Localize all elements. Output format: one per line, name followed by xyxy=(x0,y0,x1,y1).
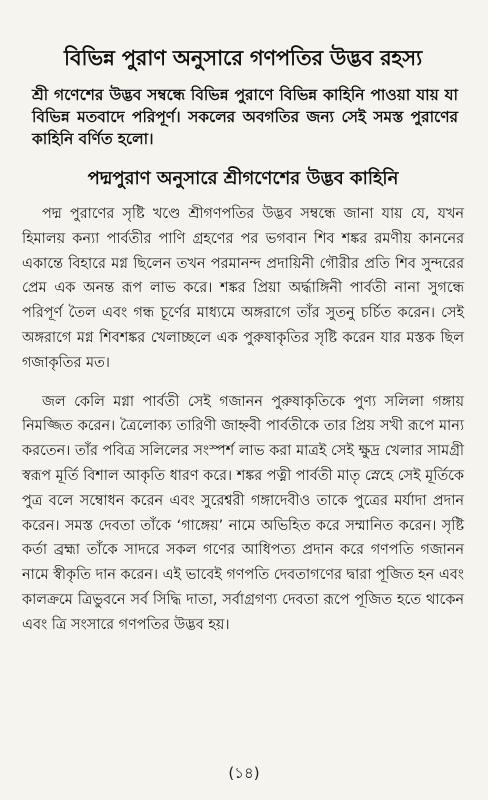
page-number: (১৪) xyxy=(228,764,260,782)
section-heading: পদ্মপুরাণ অনুসারে শ্রীগণেশের উদ্ভব কাহিনি xyxy=(87,168,399,189)
body-paragraph-2: জল কেলি মগ্না পার্বতী সেই গজানন পুরুষাকৃতিকে পুণ্য সলিলা গঙ্গায় নিমজ্জিত করেন। ত্রৈলোক্য তারিণী জাহ্নবী পার্বতীকে তার প্রিয় সখী রূপে মান্য করতেন। তাঁর পবিত্র সলিলের সংস্পর্শ লাভ করা মাত্রই সেই ক্ষুদ্র খেলার সামগ্রী স্বরূপ মূর্তি বিশাল আকৃতি ধারণ করে। শঙ্কর পত্নী পার্বতী মাতৃ স্নেহে সেই মূর্তিকে পুত্র বলে সম্বোধন করেন এবং সুরেশ্বরী গঙ্গাদেবীও তাকে পুত্রের মর্যাদা প্রদান করেন। সমস্ত দেবতা তাঁকে ‘গাঙ্গেয়’ নামে অভিহিত করে সম্মানিত করেন। সৃষ্টি কর্তা ব্রহ্মা তাঁকে সাদরে সকল গণের আধিপত্য প্রদান করে গণপতি গজানন নামে স্বীকৃতি দান করেন। এই ভাবেই গণপতি দেবতাগণের দ্বারা পূজিত হন এবং কালক্রমে ত্রিভুবনে সর্ব সিদ্ধি দাতা, সর্বাগ্রগণ্য দেবতা রূপে পূজিত হতে থাকেন এবং ত্রি সংসারে গণপতির উদ্ভব হয়। xyxy=(22,393,464,633)
body-paragraph-1: পদ্ম পুরাণের সৃষ্টি খণ্ডে শ্রীগণপতির উদ্ভব সম্বন্ধে জানা যায় যে, যখন হিমালয় কন্যা পার্বতীর পাণি গ্রহণের পর ভগবান শিব শঙ্কর রমণীয় কাননের একান্তে বিহারে মগ্ন ছিলেন তখন পরমানন্দ প্রদায়িনী গৌরীর প্রতি শিব সুন্দরের প্রেম এক অনন্ত রূপ লাভ করে। শঙ্কর প্রিয়া অর্দ্ধাঙ্গিনী পার্বতী নানা সুগন্ধে পরিপূর্ণ তৈল এবং গন্ধ চূর্ণের মাধ্যমে অঙ্গরাগে তাঁর সুতনু চর্চিত করেন। সেই অঙ্গরাগে মগ্ন শিবশঙ্কর খেলাচ্ছলে এক পুরুষাকৃতির সৃষ্টি করেন যার মস্তক ছিল গজাকৃতির মত। xyxy=(22,206,464,371)
intro-paragraph: শ্রী গণেশের উদ্ভব সম্বন্ধে বিভিন্ন পুরাণে বিভিন্ন কাহিনি পাওয়া যায় যা বিভিন্ন মতবাদে পরিপূর্ণ। সকলের অবগতির জন্য সেই সমস্ত পুরাণের কাহিনি বর্ণিত হলো। xyxy=(32,86,458,148)
chapter-title: বিভিন্ন পুরাণ অনুসারে গণপতির উদ্ভব রহস্য xyxy=(63,46,423,70)
